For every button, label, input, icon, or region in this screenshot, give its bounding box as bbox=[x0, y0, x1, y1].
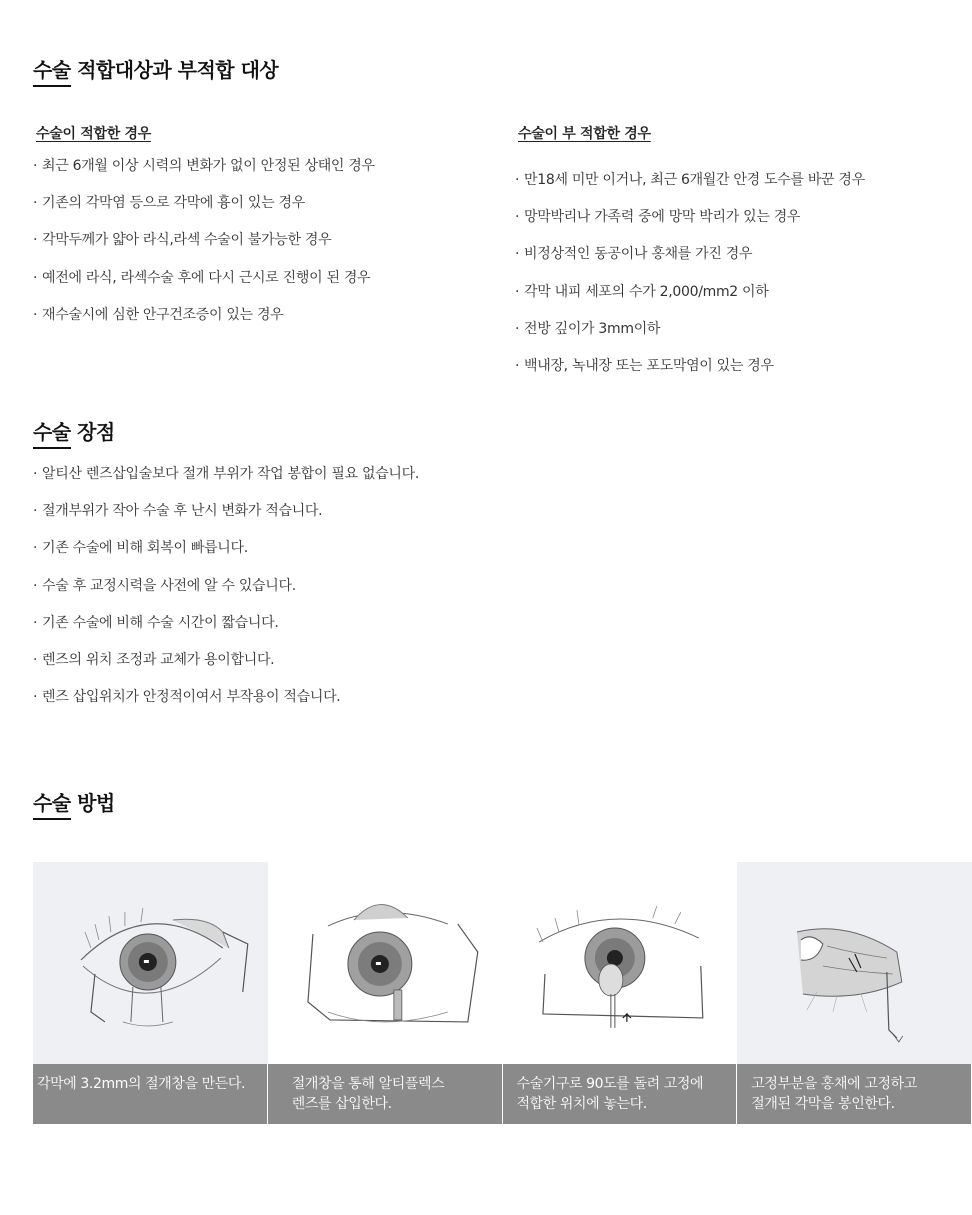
list-item: · 기존 수술에 비해 수술 시간이 짧습니다. bbox=[33, 614, 419, 651]
suitable-list bbox=[33, 157, 375, 343]
procedure-step-4 bbox=[737, 862, 972, 1124]
list-item: · 각막 내피 세포의 수가 2,000/mm2 이하 bbox=[515, 283, 865, 320]
step-caption: 절개창을 통해 알티플렉스 렌즈를 삽입한다. bbox=[268, 1064, 503, 1124]
list-item: · 렌즈의 위치 조정과 교체가 용이합니다. bbox=[33, 651, 419, 688]
list-item: · 각막두께가 얇아 라식,라섹 수술이 불가능한 경우 bbox=[33, 231, 375, 268]
suitable-heading: 수술이 적합한 경우 bbox=[36, 126, 151, 142]
section-title-method: 수술 방법 bbox=[33, 791, 115, 815]
eye-incision-illustration bbox=[33, 862, 268, 1064]
unsuitable-heading: 수술이 부 적합한 경우 bbox=[518, 126, 651, 142]
step-caption: 수술기구로 90도를 돌려 고정에 적합한 위치에 놓는다. bbox=[503, 1064, 738, 1124]
list-item: · 기존의 각막염 등으로 각막에 흉이 있는 경우 bbox=[33, 194, 375, 231]
section-title-suitability: 수술 적합대상과 부적합 대상 bbox=[33, 58, 279, 82]
section-title-advantages: 수술 장점 bbox=[33, 420, 115, 444]
title-underline bbox=[33, 85, 71, 87]
procedure-step-1 bbox=[33, 862, 268, 1124]
list-item: · 최근 6개월 이상 시력의 변화가 없이 안정된 상태인 경우 bbox=[33, 157, 375, 194]
procedure-steps bbox=[33, 862, 972, 1124]
list-item: · 전방 깊이가 3mm이하 bbox=[515, 320, 865, 357]
unsuitable-list bbox=[515, 171, 865, 394]
step-caption: 고정부분을 홍채에 고정하고 절개된 각막을 봉인한다. bbox=[737, 1064, 972, 1124]
lens-fixation-illustration bbox=[737, 862, 972, 1064]
list-item: · 재수술시에 심한 안구건조증이 있는 경우 bbox=[33, 306, 375, 343]
lens-insertion-illustration bbox=[268, 862, 503, 1064]
list-item: · 비정상적인 동공이나 홍채를 가진 경우 bbox=[515, 245, 865, 282]
procedure-step-3 bbox=[503, 862, 738, 1124]
list-item: · 알티산 렌즈삽입술보다 절개 부위가 작업 봉합이 필요 없습니다. bbox=[33, 465, 419, 502]
advantages-list bbox=[33, 465, 419, 725]
list-item: · 예전에 라식, 라섹수술 후에 다시 근시로 진행이 된 경우 bbox=[33, 269, 375, 306]
list-item: · 만18세 미만 이거나, 최근 6개월간 안경 도수를 바꾼 경우 bbox=[515, 171, 865, 208]
step-caption: 각막에 3.2mm의 절개창을 만든다. bbox=[33, 1064, 268, 1124]
list-item: · 망막박리나 가족력 중에 망막 박리가 있는 경우 bbox=[515, 208, 865, 245]
title-underline bbox=[33, 447, 71, 449]
list-item: · 렌즈 삽입위치가 안정적이여서 부작용이 적습니다. bbox=[33, 688, 419, 725]
list-item: · 절개부위가 작아 수술 후 난시 변화가 적습니다. bbox=[33, 502, 419, 539]
list-item: · 기존 수술에 비해 회복이 빠릅니다. bbox=[33, 539, 419, 576]
lens-rotation-illustration bbox=[503, 862, 738, 1064]
procedure-step-2 bbox=[268, 862, 503, 1124]
list-item: · 수술 후 교정시력을 사전에 알 수 있습니다. bbox=[33, 577, 419, 614]
list-item: · 백내장, 녹내장 또는 포도막염이 있는 경우 bbox=[515, 357, 865, 394]
title-underline bbox=[33, 818, 71, 820]
